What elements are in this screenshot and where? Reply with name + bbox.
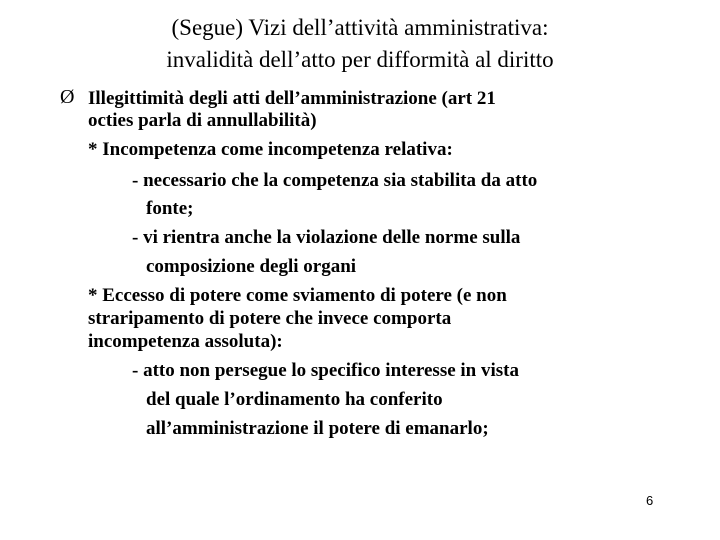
body-line: incompetenza assoluta): — [88, 331, 283, 352]
arrow-bullet-icon: Ø — [60, 86, 75, 108]
body-line: del quale l’ordinamento ha conferito — [146, 389, 443, 410]
page-number: 6 — [646, 493, 654, 508]
body-line: all’amministrazione il potere di emanarlo; — [146, 418, 489, 439]
body-line: composizione degli organi — [146, 256, 357, 277]
body-line: octies parla di annullabilità) — [88, 110, 317, 131]
body-line: - necessario che la competenza sia stabilita da atto — [132, 170, 538, 191]
body-line: fonte; — [146, 198, 194, 219]
body-line: * Eccesso di potere come sviamento di potere (e non — [88, 285, 507, 306]
slide-title — [0, 12, 720, 76]
body-line: straripamento di potere che invece comporta — [88, 308, 452, 329]
body-line: Illegittimità degli atti dell’amministrazione (art 21 — [88, 88, 496, 109]
body-line: * Incompetenza come incompetenza relativa: — [88, 139, 453, 160]
body-line: - atto non persegue lo specifico interesse in vista — [132, 360, 519, 381]
title-line-2: invalidità dell’atto per difformità al diritto — [166, 47, 554, 72]
body-line: - vi rientra anche la violazione delle norme sulla — [132, 227, 521, 248]
title-line-1: (Segue) Vizi dell’attività amministrativa: — [171, 15, 549, 40]
